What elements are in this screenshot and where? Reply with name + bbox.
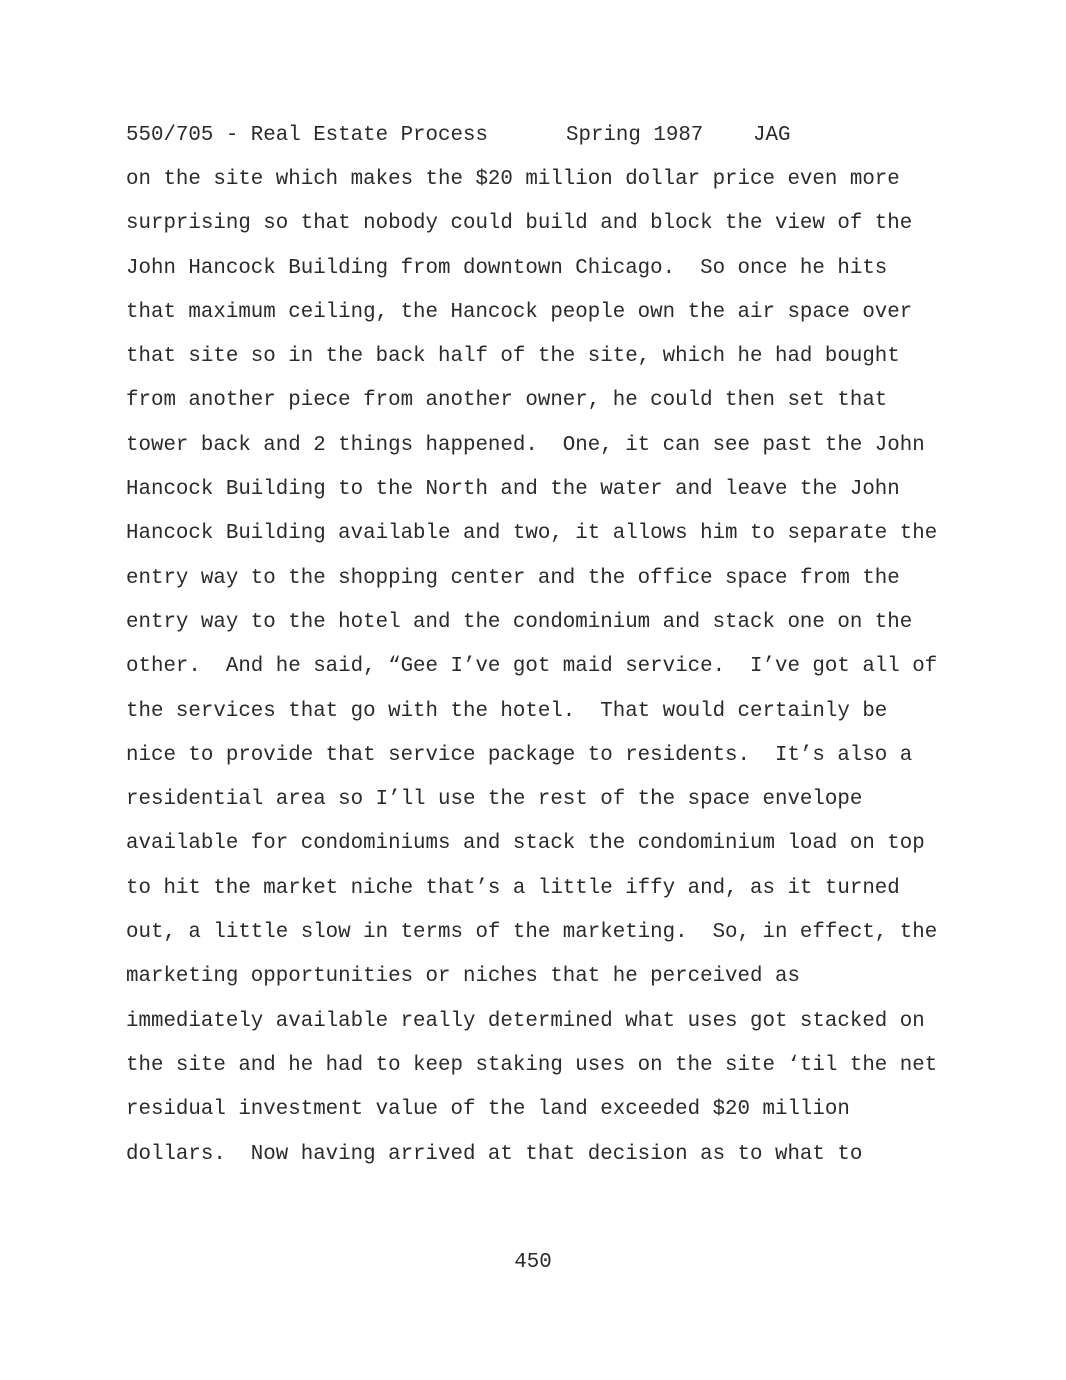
text-line: nice to provide that service package to residents. It’s also a (126, 743, 913, 767)
term: Spring 1987 (566, 124, 704, 147)
text-line: that site so in the back half of the site, which he had bought (126, 345, 900, 369)
text-line: entry way to the shopping center and the office space from the (126, 566, 900, 590)
text-line: to hit the market niche that’s a little iffy and, as it turned (126, 876, 900, 900)
text-line: residual investment value of the land exceeded $20 million (126, 1098, 850, 1122)
text-line: the services that go with the hotel. That would certainly be (126, 699, 888, 723)
page-header (126, 122, 790, 150)
transcript-body (126, 166, 937, 1185)
text-line: Hancock Building available and two, it allows him to separate the (126, 522, 938, 546)
text-line: tower back and 2 things happened. One, it can see past the John (126, 433, 925, 457)
course-title: 550/705 - Real Estate Process (126, 124, 488, 147)
text-line: from another piece from another owner, he could then set that (126, 389, 888, 413)
text-line: out, a little slow in terms of the marketing. So, in effect, the (126, 921, 938, 945)
text-line: John Hancock Building from downtown Chicago. So once he hits (126, 256, 888, 280)
text-line: residential area so I’ll use the rest of the space envelope (126, 788, 863, 812)
text-line: marketing opportunities or niches that he perceived as (126, 965, 800, 989)
text-line: other. And he said, “Gee I’ve got maid service. I’ve got all of (126, 655, 938, 679)
text-line: the site and he had to keep staking uses on the site ‘til the net (126, 1053, 938, 1077)
text-line: surprising so that nobody could build and block the view of the (126, 212, 913, 236)
text-line: on the site which makes the $20 million dollar price even more (126, 168, 900, 191)
text-line: immediately available really determined what uses got stacked on (126, 1009, 925, 1033)
text-line: available for condominiums and stack the condominium load on top (126, 832, 925, 856)
text-line: Hancock Building to the North and the water and leave the John (126, 478, 900, 502)
page-number: 450 (514, 1251, 552, 1274)
text-line: entry way to the hotel and the condominium and stack one on the (126, 610, 913, 634)
text-line: dollars. Now having arrived at that decision as to what to (126, 1142, 863, 1166)
text-line: that maximum ceiling, the Hancock people own the air space over (126, 300, 913, 324)
author-initials: JAG (753, 124, 791, 147)
